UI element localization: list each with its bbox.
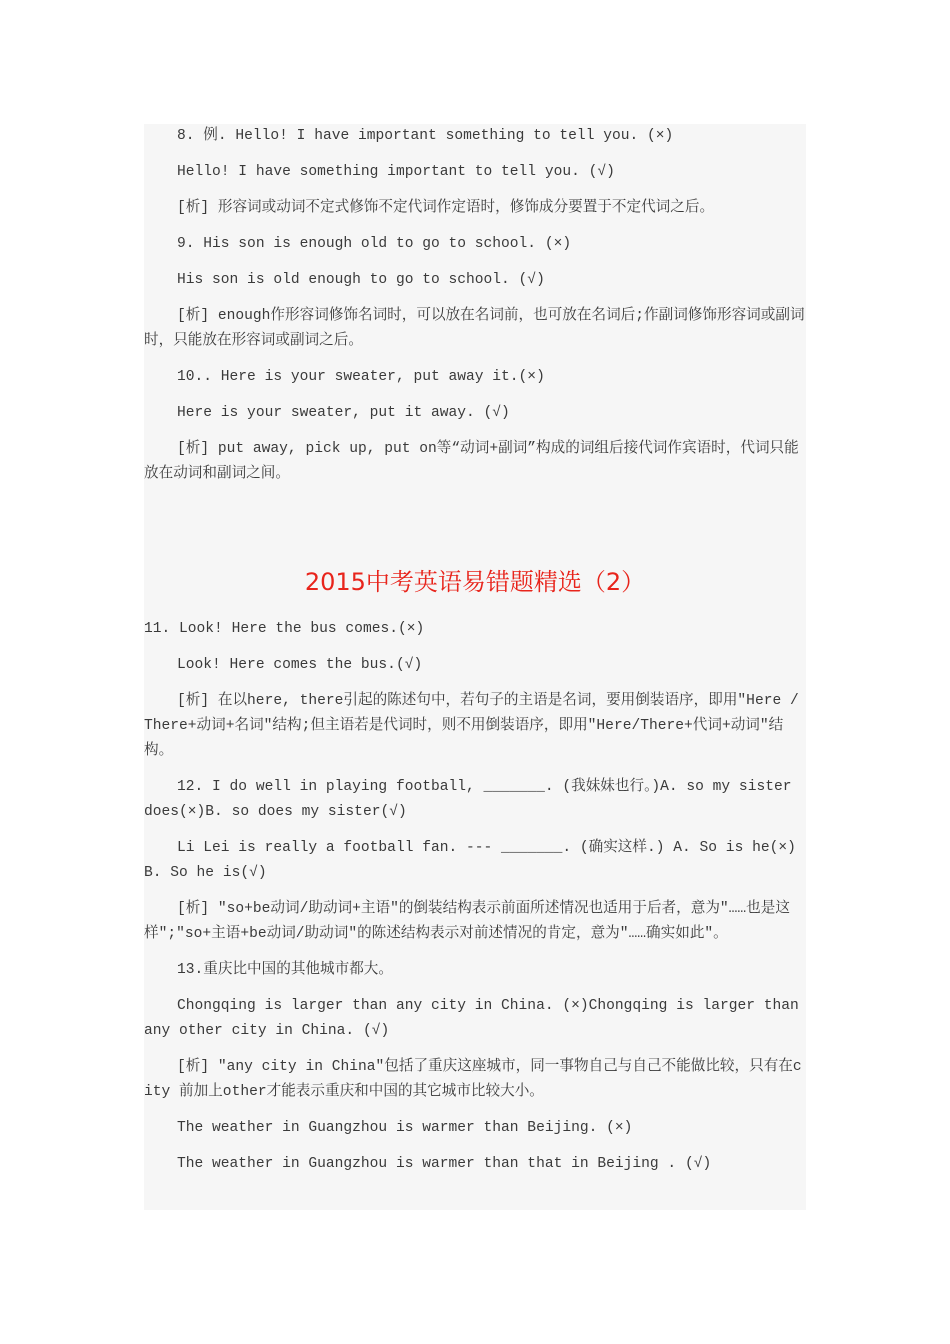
section-1 (144, 124, 806, 487)
item-13-options: Chongqing is larger than any city in China. (×)Chongqing is larger than any other city in China. (√) (144, 998, 799, 1039)
item-12-question: 12. I do well in playing football, _______. (我妹妹也行。)A. so my sister does(×)B. so does my sister(√) (144, 779, 792, 820)
item-8-right: Hello! I have something important to tell you. (√) (177, 164, 615, 180)
item-13-prompt: 13.重庆比中国的其他城市都大。 (177, 962, 393, 978)
item-10-analysis: [析] put away, pick up, put on等“动词+副词”构成的词组后接代词作宾语时，代词只能放在动词和副词之间。 (144, 441, 799, 482)
item-9-right: His son is old enough to go to school. (√) (177, 272, 545, 288)
item-12-analysis: [析] "so+be动词/助动词+主语"的倒装结构表示前面所述情况也适用于后者，意为"……也是这样";"so+主语+be动词/助动词"的陈述结构表示对前述情况的肯定，意为"……确实如此"。 (144, 901, 790, 942)
section-title: 2015中考英语易错题精选（2） (304, 568, 646, 596)
item-14-wrong: The weather in Guangzhou is warmer than Beijing. (×) (177, 1120, 633, 1136)
item-8-wrong: 8. 例. Hello! I have important something to tell you. (×) (177, 128, 674, 144)
item-12-second: Li Lei is really a football fan. --- _______. (确实这样.) A. So is he(×)B. So he is(√) (144, 840, 796, 881)
item-10-right: Here is your sweater, put it away. (√) (177, 405, 510, 421)
item-13-analysis: [析] "any city in China"包括了重庆这座城市，同一事物自己与自己不能做比较，只有在city 前加上other才能表示重庆和中国的其它城市比较大小。 (144, 1059, 802, 1100)
item-11-analysis: [析] 在以here, there引起的陈述句中，若句子的主语是名词，要用倒装语序，即用"Here /There+动词+名词"结构;但主语若是代词时，则不用倒装语序，即用"Here/There+代词+动词"结构。 (144, 693, 799, 759)
item-14-right: The weather in Guangzhou is warmer than that in Beijing . (√) (177, 1156, 712, 1172)
item-11-wrong: 11. Look! Here the bus comes.(×) (144, 621, 425, 637)
item-11-right: Look! Here comes the bus.(√) (177, 657, 423, 673)
section-2 (144, 617, 806, 1177)
item-9-wrong: 9. His son is enough old to go to school. (×) (177, 236, 572, 252)
item-8-analysis: [析] 形容词或动词不定式修饰不定代词作定语时，修饰成分要置于不定代词之后。 (177, 200, 715, 216)
item-10-wrong: 10.. Here is your sweater, put away it.(×) (177, 369, 545, 385)
item-9-analysis: [析] enough作形容词修饰名词时，可以放在名词前，也可放在名词后;作副词修饰形容词或副词时，只能放在形容词或副词之后。 (144, 308, 805, 349)
